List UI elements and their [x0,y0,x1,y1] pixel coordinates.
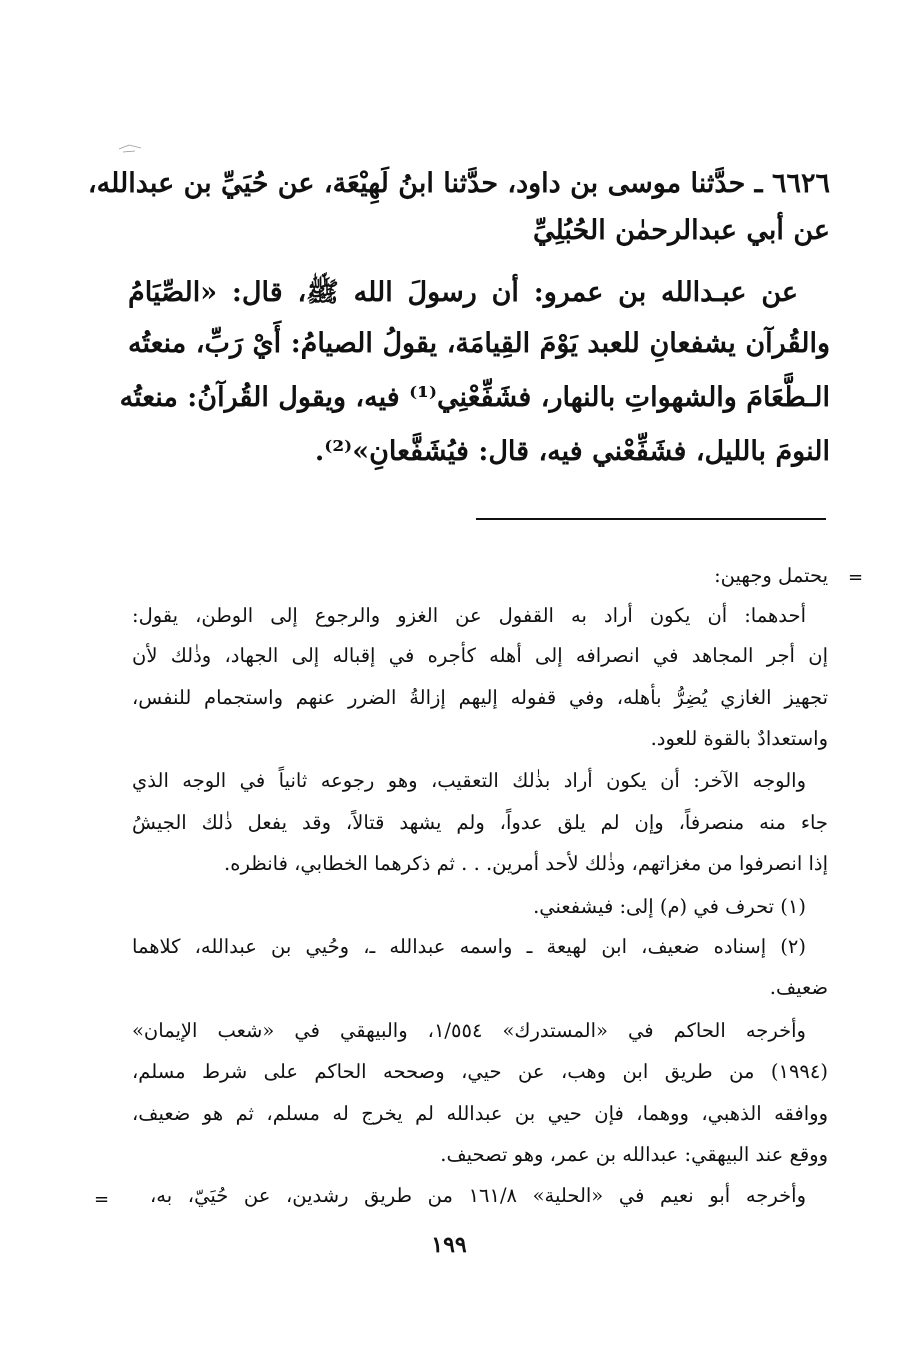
note-line-3: إن أجر المجاهد في انصرافه إلى أهله كأجره في إقباله إلى الجهاد، وذٰلك لأن [132,644,828,667]
hadith-line-5: الـطَّعَامَ والشهواتِ بالنهار، فشَفِّعْنِي⁽¹⁾ فيه، ويقول القُرآنُ: منعتُه [119,382,830,413]
note-line-2: أحدهما: أن يكون أراد به القفول عن الغزو والرجوع إلى الوطن، يقول: [132,604,806,627]
scan-speck-mark [117,140,143,156]
note-line-4: تجهيز الغازي يُضِرُّ بأهله، وفي قفوله إليهم إزالةُ الضرر عنهم واستجمام للنفس، [132,686,828,709]
continuation-mark-bottom: = [94,1189,110,1210]
hadith-line-3: عن عبـدالله بن عمرو: أن رسولَ الله ﷺ، قال: «الصِّيَامُ [128,277,798,308]
takhrij-line-4: ووقع عند البيهقي: عبدالله بن عمر، وهو تصحيف. [440,1143,828,1166]
note-line-8: إذا انصرفوا من مغزاتهم، وذٰلك لأحد أمرين. . . ثم ذكرهما الخطابي، فانظره. [224,852,828,875]
hadith-line-1: ٦٦٢٦ ـ حدَّثنا موسى بن داود، حدَّثنا ابنُ لَهِيْعَة، عن حُيَيِّ بن عبدالله، [87,168,830,199]
takhrij-line-2: (١٩٩٤) من طريق ابن وهب، عن حيي، وصححه الحاكم على شرط مسلم، [132,1060,828,1083]
note-line-6: والوجه الآخر: أن يكون أراد بذٰلك التعقيب، وهو رجوعه ثانياً في الوجه الذي [132,769,806,792]
footnote-separator [476,518,826,520]
footnote-1: (١) تحرف في (م) إلى: فيشفعني. [533,895,806,918]
footnote-2-line-1: (٢) إسناده ضعيف، ابن لهيعة ـ واسمه عبدالله ـ، وحُيي بن عبدالله، كلاهما [132,935,806,958]
footnote-2-line-2: ضعيف. [769,976,828,999]
note-line-7: جاء منه منصرفاً، وإن لم يلق عدواً، ولم يشهد قتالاً، وقد يفعل ذٰلك الجيشُ [132,811,828,834]
hadith-line-2: عن أبي عبدالرحمٰن الحُبُلِيِّ [532,215,830,246]
hadith-line-4: والقُرآن يشفعانِ للعبد يَوْمَ القِيامَة، يقولُ الصيامُ: أَيْ رَبِّ، منعتُه [128,328,830,359]
page-number: ١٩٩ [431,1232,467,1258]
note-line-1: يحتمل وجهين: [714,564,828,587]
hadith-line-6: النومَ بالليل، فشَفِّعْني فيه، قال: فيُشَفَّعانِ»⁽²⁾. [314,436,830,467]
takhrij-line-1: وأخرجه الحاكم في «المستدرك» ١/٥٥٤، والبيهقي في «شعب الإيمان» [132,1019,806,1042]
takhrij-line-3: ووافقه الذهبي، ووهما، فإن حيي بن عبدالله لم يخرج له مسلم، ثم هو ضعيف، [132,1102,828,1125]
note-line-5: واستعدادٌ بالقوة للعود. [650,727,828,750]
continuation-mark-top: = [848,567,864,588]
takhrij-line-5: وأخرجه أبو نعيم في «الحلية» ١٦١/٨ من طريق رشدين، عن حُيَيّ، به، [150,1184,806,1207]
